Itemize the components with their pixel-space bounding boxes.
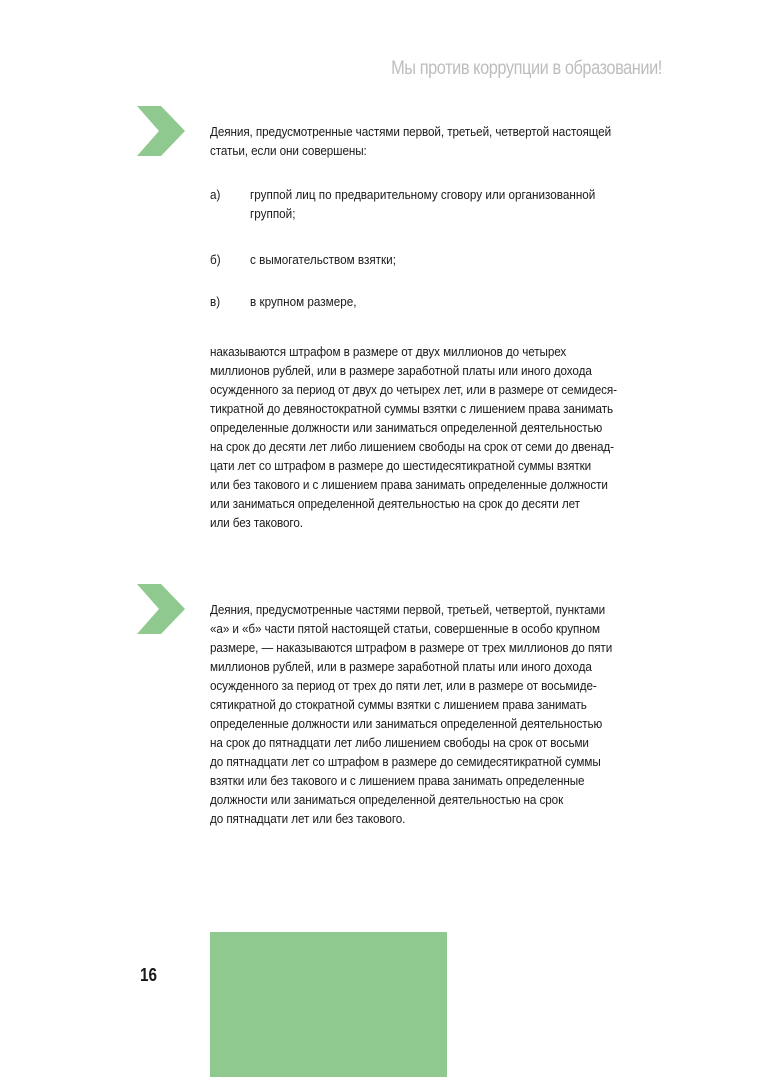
list-marker: а) [210, 187, 221, 202]
list-item-text: с вымогательством взятки; [250, 252, 396, 267]
list-item-text: группой лиц по предварительному сговору или организованной группой; [250, 187, 596, 221]
chevron-right-icon [137, 584, 185, 634]
chevron-right-icon [137, 106, 185, 156]
list-marker: б) [210, 252, 221, 267]
section2-text: Деяния, предусмотренные частями первой, третьей, четвертой, пунктами «а» и «б» части пятой настоящей статьи, совершенные в особо крупном размере, — наказываются штрафом в размере от трех миллионов до пяти миллионов рублей, или в размере заработной платы или иного дохода осужденного за период от трех до пяти лет, или в размере от восьмиде- сятикратной до стократной суммы взятки с лишением права занимать определенные должности или заниматься определенной деятельностью на срок до пятнадцати лет либо лишением свободы на срок от восьми до пятнадцати лет со штрафом в размере до семидесятикратной суммы взятки или без такового и с лишением права занимать определенные должности или заниматься определенной деятельностью на срок до пятнадцати лет или без такового. [210, 602, 613, 826]
decorative-green-block [210, 932, 447, 1077]
list-marker: в) [210, 294, 221, 309]
running-header-title: Мы против коррупции в образовании! [391, 58, 662, 79]
list-item-text: в крупном размере, [250, 294, 357, 309]
section1-penalty: наказываются штрафом в размере от двух миллионов до четырех миллионов рублей, или в размере заработной платы или иного дохода осужденного за период от двух до четырех лет, или в размере от семидеся- тикратной до девяностократной суммы взятки с лишением права занимать определенные должности или заниматься определенной деятельностью на срок до десяти лет либо лишением свободы на срок от семи до двенад- цати лет со штрафом в размере до шестидесятикратной суммы взятки или без такового и с лишением права занимать определенные должности или заниматься определенной деятельностью на срок до десяти лет или без такового. [210, 344, 617, 530]
section1-intro: Деяния, предусмотренные частями первой, третьей, четвертой настоящей статьи, если они совершены: [210, 124, 612, 158]
page-number: 16 [140, 965, 158, 985]
